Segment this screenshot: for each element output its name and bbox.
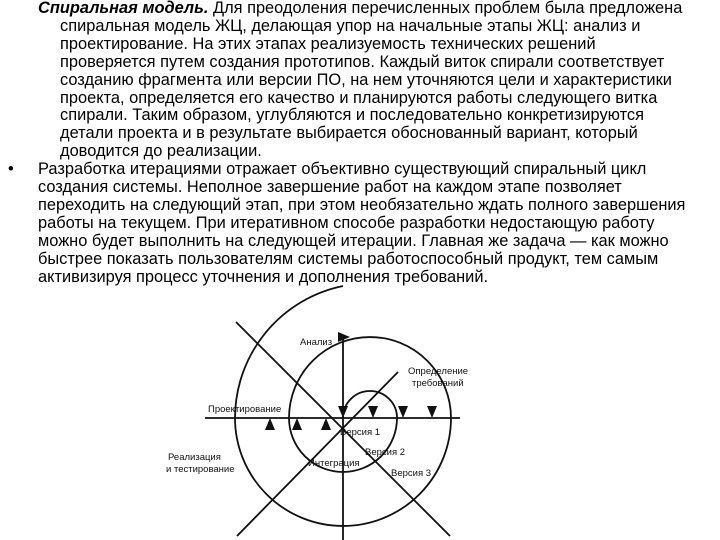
label-analysis: Анализ (300, 337, 333, 348)
bullet-icon: • (8, 160, 14, 179)
spiral-turn-5 (235, 286, 343, 418)
arrow-icon (368, 406, 378, 418)
label-integration: Интеграция (308, 458, 360, 469)
label-requirements: требований (412, 378, 464, 389)
label-implementation: Реализация (168, 452, 221, 463)
paragraph-body: Для преодоления перечисленных проблем была предложена спиральная модель ЖЦ, делающая упор на начальные этапы ЖЦ: анализ и проектирование. На этих этапах реализуемость технических решений проверяется путем создания прототипов. Каждый виток спирали соответствует созданию фрагмента или версии ПО, на нем уточняются цели и характеристики проекта, определяется его качество и планируются работы следующего витка спирали. Таким образом, углубляются и последовательно конкретизируются детали проекта и в результате выбирается обоснованный вариант, который доводится до реализации. (60, 0, 683, 161)
arrow-icon (427, 406, 437, 418)
label-version-1: Версия 1 (340, 427, 381, 438)
arrow-icon (338, 406, 348, 418)
spiral-turn-1 (343, 391, 397, 418)
paragraph-body: Разработка итерациями отражает объективно существующий спиральный цикл создания системы. Неполное завершение работ на каждом этапе позволяет переходить на следующий этап, при этом необязательно ждать полного завершения работы на текущем. При итеративном способе разработки недостающую работу можно будет выполнить на следующей итерации. Главная же задача — как можно быстрее показать пользователям системы работоспособный продукт, тем самым активизируя процесс уточнения и дополнения требований. (38, 160, 686, 286)
arrow-icon (321, 418, 331, 430)
label-design: Проектирование (208, 404, 282, 415)
label-version-2: Версия 2 (365, 447, 406, 458)
arrow-icon (265, 418, 275, 430)
arrow-icon (292, 418, 302, 430)
label-requirements: Определение (408, 366, 469, 377)
arrow-icon (398, 406, 408, 418)
paragraph-title: Спиральная модель. (38, 0, 209, 17)
label-implementation: и тестирование (166, 464, 235, 475)
label-version-3: Версия 3 (391, 468, 432, 479)
